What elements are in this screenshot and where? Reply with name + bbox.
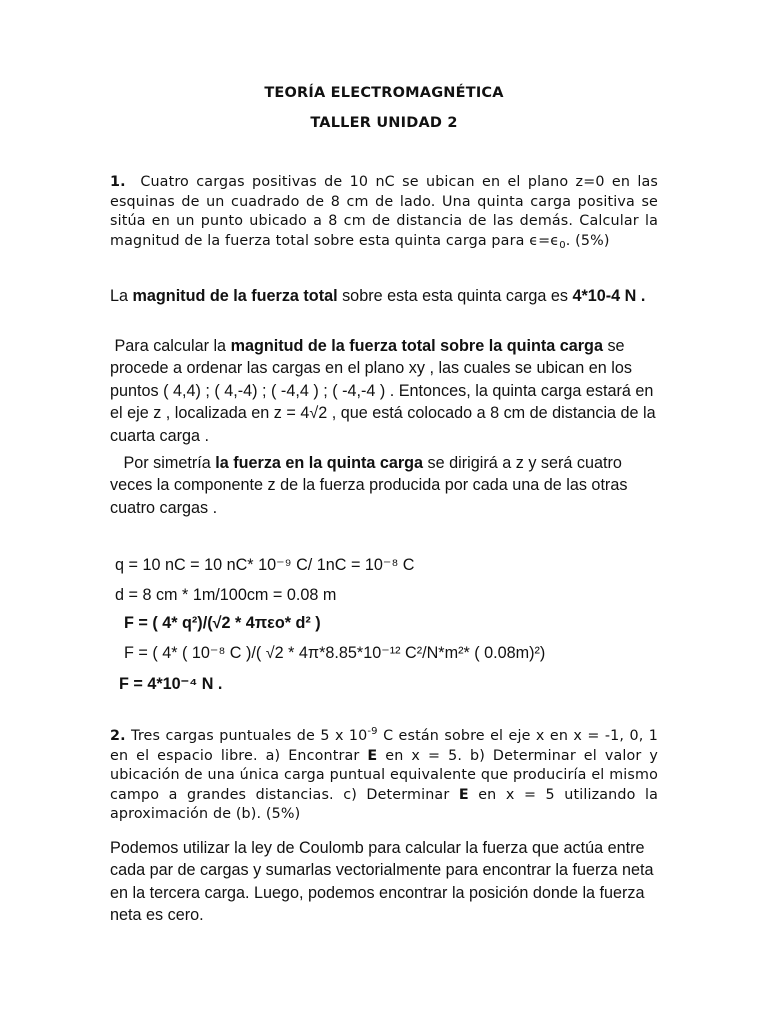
epsilon-symbol: ϵ bbox=[529, 232, 539, 249]
problem-1-weight: . (5%) bbox=[565, 232, 610, 249]
epsilon-zero-symbol: ϵ bbox=[550, 232, 560, 249]
answer-2: Podemos utilizar la ley de Coulomb para calcular la fuerza que actúa entre cada par de cargas y sumarlas vectorialmente para encontrar la fuerza neta en la tercera carga. Luego, podemos encontrar la posición donde la fuerza neta es cero. bbox=[110, 839, 654, 925]
answer-1-method-text: Para calcular la bbox=[110, 337, 231, 355]
answer-1-method-bold: magnitud de la fuerza total sobre la quinta carga bbox=[230, 337, 603, 355]
answer-1-symmetry-bold: la fuerza en la quinta carga bbox=[215, 454, 424, 472]
problem-2 bbox=[110, 727, 658, 825]
answer-1-symmetry-text: Por simetría bbox=[110, 454, 216, 472]
answer-1-symmetry bbox=[110, 452, 660, 519]
answer-1-method-text-2: se procede a ordenar las cargas en el plano xy , las cuales se ubican en los puntos ( 4,4) ; ( 4,-4) ; ( -4,4 ) ; ( -4,-4 ) . Entonces, la quinta carga estará en el eje z , localizada en z = 4√2 , que está colocado a 8 cm de distancia de la cuarta carga . bbox=[110, 337, 656, 445]
document-title: TEORÍA ELECTROMAGNÉTICA bbox=[264, 85, 504, 101]
document-subtitle: TALLER UNIDAD 2 bbox=[310, 115, 458, 131]
problem-1-number: 1. bbox=[110, 174, 126, 190]
problem-2-field-symbol: E bbox=[367, 747, 378, 764]
problem-1-text: Cuatro cargas positivas de 10 nC se ubican en el plano z=0 en las esquinas de un cuadrado de 8 cm de lado. Una quinta carga positiva se sitúa en un punto ubicado a 8 cm de distancia de las demás. Calcular la magnitud de la fuerza total sobre esta quinta carga para bbox=[110, 174, 659, 249]
problem-2-text-2: C están sobre el eje x en x = -1, 0, 1 en el espacio libre. a) Encontrar bbox=[110, 728, 659, 764]
answer-1-result-text-2: sobre esta esta quinta carga es bbox=[337, 287, 573, 305]
problem-1 bbox=[110, 173, 658, 251]
calc-line-result: F = 4*10⁻⁴ N . bbox=[119, 675, 223, 693]
problem-2-text-1: Tres cargas puntuales de 5 x 10 bbox=[125, 728, 368, 744]
calc-line-distance: d = 8 cm * 1m/100cm = 0.08 m bbox=[115, 586, 337, 604]
problem-2-text-4: en x = 5 utilizando la aproximación de (b). (5%) bbox=[110, 786, 658, 823]
answer-1-method bbox=[110, 335, 660, 447]
answer-1-result-bold: magnitud de la fuerza total bbox=[132, 287, 338, 305]
problem-2-field-symbol-2: E bbox=[458, 786, 469, 803]
calc-line-substitution: F = ( 4* ( 10⁻⁸ C )/( √2 * 4π*8.85*10⁻¹² C²/N*m²* ( 0.08m)²) bbox=[124, 644, 546, 662]
equals-symbol: = bbox=[538, 232, 551, 249]
answer-1-result-value: 4*10-4 N . bbox=[572, 287, 646, 305]
calc-line-formula: F = ( 4* q²)/(√2 * 4πεo* d² ) bbox=[124, 614, 321, 632]
answer-1-result-text: La bbox=[110, 287, 133, 305]
epsilon-zero-subscript: 0 bbox=[559, 239, 566, 251]
calc-line-charge: q = 10 nC = 10 nC* 10⁻⁹ C/ 1nC = 10⁻⁸ C bbox=[115, 556, 415, 574]
answer-1-result bbox=[110, 285, 660, 307]
problem-2-text-3: en x = 5. b) Determinar el valor y ubicación de una única carga puntual equivalente que produciría el mismo campo a grandes distancias. c) Determinar bbox=[110, 747, 658, 803]
answer-1-symmetry-text-2: se dirigirá a z y será cuatro veces la componente z de la fuerza producida por cada una de las otras cuatro cargas . bbox=[110, 454, 628, 517]
problem-2-number: 2. bbox=[110, 728, 126, 744]
problem-2-exponent: -9 bbox=[367, 726, 378, 737]
